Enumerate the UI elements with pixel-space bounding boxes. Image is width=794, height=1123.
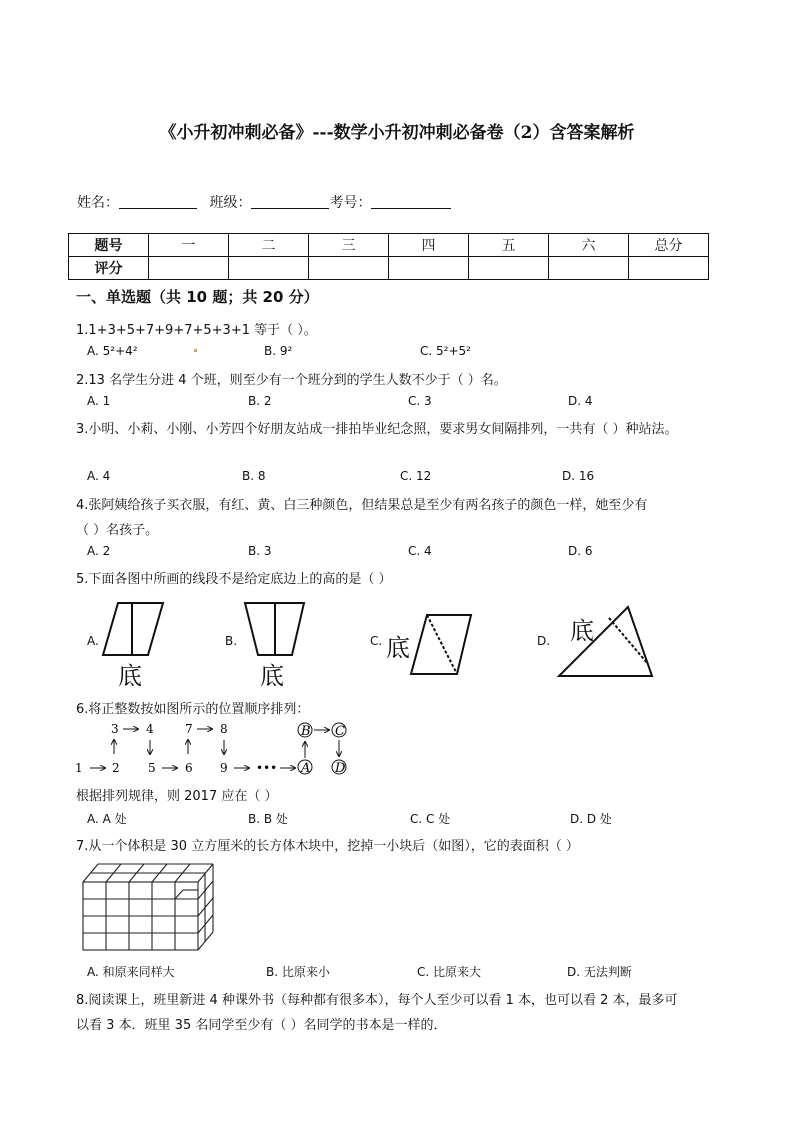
seq-number: 2 xyxy=(112,761,120,775)
table-header-cell: 五 xyxy=(469,234,549,257)
q4-option-a[interactable]: A. 2 xyxy=(87,544,111,558)
q5-figure-a-base-label: 底 xyxy=(118,662,142,690)
score-table xyxy=(68,233,709,280)
position-c-label: C xyxy=(335,724,345,739)
q3-option-b[interactable]: B. 8 xyxy=(242,469,266,483)
table-header-cell: 题号 xyxy=(69,234,149,257)
class-label: 班级： xyxy=(209,195,252,211)
table-header-cell: 四 xyxy=(389,234,469,257)
table-header-cell: 评分 xyxy=(69,257,149,280)
score-cell[interactable] xyxy=(389,257,469,280)
seq-ellipsis: ••• xyxy=(256,761,278,775)
q6-option-c[interactable]: C. C 处 xyxy=(410,812,451,826)
seq-number: 7 xyxy=(185,722,193,736)
q2-option-c[interactable]: C. 3 xyxy=(408,394,432,408)
position-d-label: D xyxy=(335,761,346,776)
table-header-cell: 总分 xyxy=(629,234,709,257)
class-blank[interactable] xyxy=(251,194,329,209)
score-cell[interactable] xyxy=(229,257,309,280)
exam-number-label: 考号： xyxy=(329,195,372,211)
q3-option-c[interactable]: C. 12 xyxy=(400,469,432,483)
question-8-stem-line2: 以看 3 本．班里 35 名同学至少有（ ）名同学的书本是一样的． xyxy=(76,1018,447,1033)
stray-dot xyxy=(194,349,197,352)
q1-option-c[interactable]: C. 5²+5² xyxy=(420,344,471,358)
q5-option-b[interactable]: B. xyxy=(225,634,238,648)
q7-cuboid-figure xyxy=(82,862,222,954)
question-6-prompt: 根据排列规律，则 2017 应在（ ） xyxy=(76,789,278,804)
q5-figure-b-base-label: 底 xyxy=(260,662,284,690)
table-header-cell: 三 xyxy=(309,234,389,257)
q5-figure-c xyxy=(405,612,477,678)
q5-option-d[interactable]: D. xyxy=(537,634,551,648)
score-cell[interactable] xyxy=(549,257,629,280)
q6-number-arrangement xyxy=(70,718,360,782)
question-1-stem: 1.1+3+5+7+9+7+5+3+1 等于（ ）。 xyxy=(76,323,317,338)
seq-number: 4 xyxy=(146,722,154,736)
score-cell[interactable] xyxy=(149,257,229,280)
exam-number-blank[interactable] xyxy=(371,194,451,209)
question-2-stem: 2.13 名学生分进 4 个班，则至少有一个班分到的学生人数不少于（ ）名。 xyxy=(76,373,507,388)
table-row xyxy=(69,257,709,280)
seq-number: 8 xyxy=(220,722,228,736)
question-6-stem: 6.将正整数按如图所示的位置顺序排列： xyxy=(76,702,310,717)
score-cell[interactable] xyxy=(309,257,389,280)
q7-option-a[interactable]: A. 和原来同样大 xyxy=(87,965,175,979)
q1-option-b[interactable]: B. 9² xyxy=(264,344,293,358)
q4-option-d[interactable]: D. 6 xyxy=(568,544,593,558)
q7-option-b[interactable]: B. 比原来小 xyxy=(266,965,330,979)
name-label: 姓名： xyxy=(77,195,119,211)
score-cell[interactable] xyxy=(629,257,709,280)
q2-option-a[interactable]: A. 1 xyxy=(87,394,111,408)
table-header-cell: 一 xyxy=(149,234,229,257)
name-blank[interactable] xyxy=(119,194,197,209)
student-info-line xyxy=(77,192,451,212)
question-4-stem-line2: （ ）名孩子。 xyxy=(76,523,159,538)
q6-option-d[interactable]: D. D 处 xyxy=(570,812,612,826)
page-title: 《小升初冲刺必备》---数学小升初冲刺必备卷（2）含答案解析 xyxy=(159,123,635,143)
position-b-label: B xyxy=(301,724,311,739)
question-3-stem: 3.小明、小莉、小刚、小芳四个好朋友站成一排拍毕业纪念照，要求男女间隔排列，一共有（ ）种站法。 xyxy=(76,422,678,437)
table-header-cell: 二 xyxy=(229,234,309,257)
table-row xyxy=(69,234,709,257)
q7-option-c[interactable]: C. 比原来大 xyxy=(417,965,482,979)
seq-number: 3 xyxy=(111,722,119,736)
position-a-label: A xyxy=(301,761,311,776)
q2-option-d[interactable]: D. 4 xyxy=(568,394,593,408)
q4-option-c[interactable]: C. 4 xyxy=(408,544,432,558)
q5-figure-d-base-label: 底 xyxy=(570,617,594,645)
q6-option-b[interactable]: B. B 处 xyxy=(248,812,288,826)
question-5-stem: 5.下面各图中所画的线段不是给定底边上的高的是（ ） xyxy=(76,572,392,587)
q5-figure-c-base-label: 底 xyxy=(386,634,410,662)
score-cell[interactable] xyxy=(469,257,549,280)
section-heading: 一、单选题（共 10 题；共 20 分） xyxy=(76,288,319,306)
seq-number: 9 xyxy=(220,761,228,775)
question-8-stem-line1: 8.阅读课上，班里新进 4 种课外书（每种都有很多本），每个人至少可以看 1 本，也可以看 2 本，最多可 xyxy=(76,993,678,1008)
q4-option-b[interactable]: B. 3 xyxy=(248,544,272,558)
question-4-stem-line1: 4.张阿姨给孩子买衣服，有红、黄、白三种颜色，但结果总是至少有两名孩子的颜色一样，她至少有 xyxy=(76,498,648,513)
question-7-stem: 7.从一个体积是 30 立方厘米的长方体木块中，挖掉一小块后（如图），它的表面积（ ） xyxy=(76,839,579,854)
q5-option-a[interactable]: A. xyxy=(87,634,99,648)
q2-option-b[interactable]: B. 2 xyxy=(248,394,272,408)
seq-number: 1 xyxy=(75,761,83,775)
table-header-cell: 六 xyxy=(549,234,629,257)
q7-option-d[interactable]: D. 无法判断 xyxy=(567,965,632,979)
seq-number: 6 xyxy=(185,761,193,775)
q1-option-a[interactable]: A. 5²+4² xyxy=(87,344,138,358)
q3-option-d[interactable]: D. 16 xyxy=(562,469,595,483)
q3-option-a[interactable]: A. 4 xyxy=(87,469,111,483)
q6-option-a[interactable]: A. A 处 xyxy=(87,812,127,826)
seq-number: 5 xyxy=(148,761,156,775)
q5-option-c[interactable]: C. xyxy=(370,634,383,648)
